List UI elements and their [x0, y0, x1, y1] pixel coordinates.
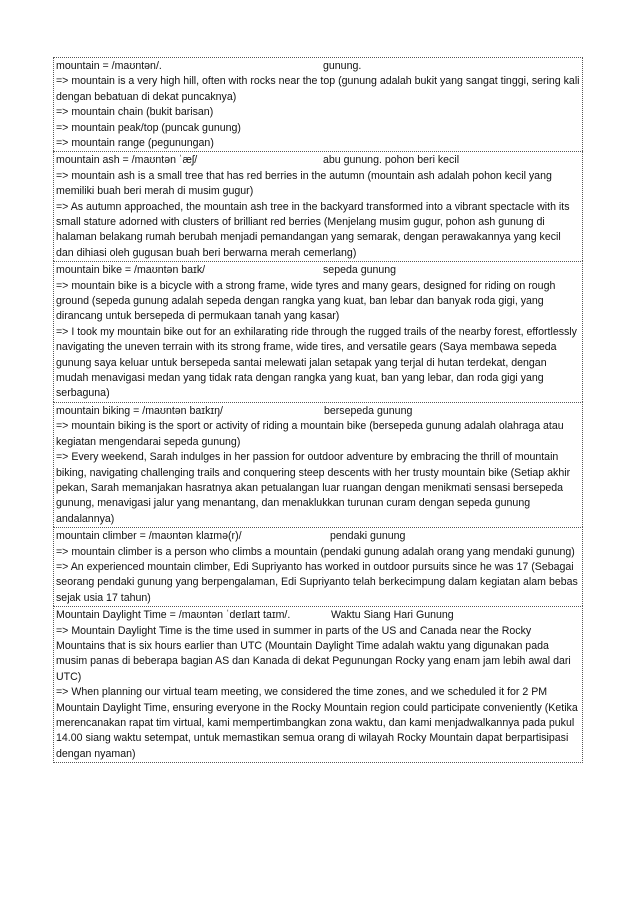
entry-mountain-ash — [53, 151, 583, 261]
entry-mountain-daylight-time — [53, 606, 583, 763]
entry-header — [56, 529, 580, 544]
entry-line: => mountain is a very high hill, often with rocks near the top (gunung adalah bukit yang sangat tinggi, sering kali dengan bebatuan di dekat puncaknya) — [56, 75, 580, 103]
entry-line: => Mountain Daylight Time is the time used in summer in parts of the US and Canada near the Rocky Mountains that is six hours earlier than UTC (Mountain Daylight Time adalah waktu yang digunakan pada musim panas di beberapa bagian AS dan Kanada di dekat Pegunungan Rocky yang enam jam lebih awal dari UTC) — [56, 624, 571, 683]
entry-translation: gunung. — [323, 60, 362, 72]
entry-term: mountain climber = /maʊntən klaɪmə(r)/ — [56, 530, 242, 543]
dictionary-page — [53, 57, 583, 763]
entry-mountain — [53, 57, 583, 151]
entry-line: => As autumn approached, the mountain ash tree in the backyard transformed into a vibrant spectacle with its small stature adorned with clusters of brilliant red berries (Menjelang musim gugur, pohon ash gunung di halaman belakang rumah berubah menjadi pemandangan yang semarak, dengan perawakannya yang kecil dan dihiasi oleh gugusan buah beri berwarna merah cemerlang) — [56, 200, 570, 259]
entry-line: => When planning our virtual team meeting, we considered the time zones, and we scheduled it for 2 PM Mountain Daylight Time, ensuring everyone in the Rocky Mountain region could participate conveniently (Ketika merencanakan rapat tim virtual, kami mempertimbangkan zona waktu, dan kami menjadwalkannya pada pukul 14.00 siang waktu setempat, untuk memastikan semua orang di wilayah Rocky Mountain dapat berpartisipasi dengan nyaman) — [56, 686, 578, 760]
entry-mountain-biking — [53, 402, 583, 527]
entry-mountain-climber — [53, 527, 583, 606]
entry-line: => mountain ash is a small tree that has red berries in the autumn (mountain ash adalah pohon kecil yang memiliki buah beri merah di musim gugur) — [56, 169, 552, 198]
entry-translation: abu gunung. pohon beri kecil — [323, 154, 460, 167]
entry-line: => mountain climber is a person who climbs a mountain (pendaki gunung adalah orang yang mendaki gunung) — [56, 545, 575, 558]
entry-mountain-bike — [53, 261, 583, 402]
entry-line: => An experienced mountain climber, Edi Supriyanto has worked in outdoor pursuits since he was 17 (Sebagai seorang pendaki gunung yang berpengalaman, Edi Supriyanto telah berkecimpung dalam kegiatan alam bebas sejak usia 17 tahun) — [56, 560, 578, 604]
entry-line: => I took my mountain bike out for an exhilarating ride through the rugged trails of the nearby forest, effortlessly navigating the uneven terrain with its strong frame, wide tires, and versatile gears (Saya membawa sepeda gunung saya keluar untuk bersepeda santai melewati jalan setapak yang terjal di hutan terdekat, dengan mudah menavigasi medan yang tidak rata dengan rangka yang kuat, ban yang lebar, dan roda gigi yang serbaguna) — [56, 325, 577, 400]
entry-line: => mountain biking is the sport or activity of riding a mountain bike (bersepeda gunung adalah olahraga atau kegiatan mengendarai sepeda gunung) — [56, 420, 564, 448]
entry-header — [56, 263, 580, 278]
entry-line: => mountain peak/top (puncak gunung) — [56, 121, 241, 134]
entry-header — [56, 153, 580, 168]
entry-line: => mountain bike is a bicycle with a strong frame, wide tyres and many gears, designed for riding on rough ground (sepeda gunung adalah sepeda dengan rangka yang kuat, ban lebar dan banyak roda gigi, yang dirancang untuk bersepeda di permukaan tanah yang kasar) — [56, 279, 556, 323]
entry-header — [56, 404, 580, 419]
entry-term: mountain = /maʊntən/. — [56, 60, 162, 72]
entry-translation: pendaki gunung — [330, 530, 406, 543]
entry-term: mountain bike = /maʊntən baɪk/ — [56, 264, 206, 277]
entry-term: mountain ash = /maʊntən ˈæʃ/ — [56, 154, 198, 167]
entry-translation: Waktu Siang Hari Gunung — [331, 609, 454, 622]
entry-term: mountain biking = /maʊntən baɪkɪŋ/ — [56, 404, 223, 417]
entry-line: => mountain range (pegunungan) — [56, 137, 214, 150]
entry-header — [56, 608, 580, 623]
entry-header — [56, 59, 580, 74]
entry-translation: bersepeda gunung — [324, 404, 413, 417]
entry-line: => mountain chain (bukit barisan) — [56, 106, 214, 119]
entry-translation: sepeda gunung — [323, 264, 397, 277]
entry-term: Mountain Daylight Time = /maʊntən ˈdeɪlaɪt taɪm/. — [56, 609, 291, 622]
entry-line: => Every weekend, Sarah indulges in her passion for outdoor adventure by embracing the thrill of mountain biking, navigating challenging trails and conquering steep descents with her trusty mountain bike (Setiap akhir pekan, Sarah memanjakan hasratnya akan petualangan luar ruangan dengan menikmati sensasi bersepeda gunung, menavigasi jalur yang menantang, dan menaklukkan turunan curam dengan sepeda gunung andalannya) — [56, 451, 571, 525]
